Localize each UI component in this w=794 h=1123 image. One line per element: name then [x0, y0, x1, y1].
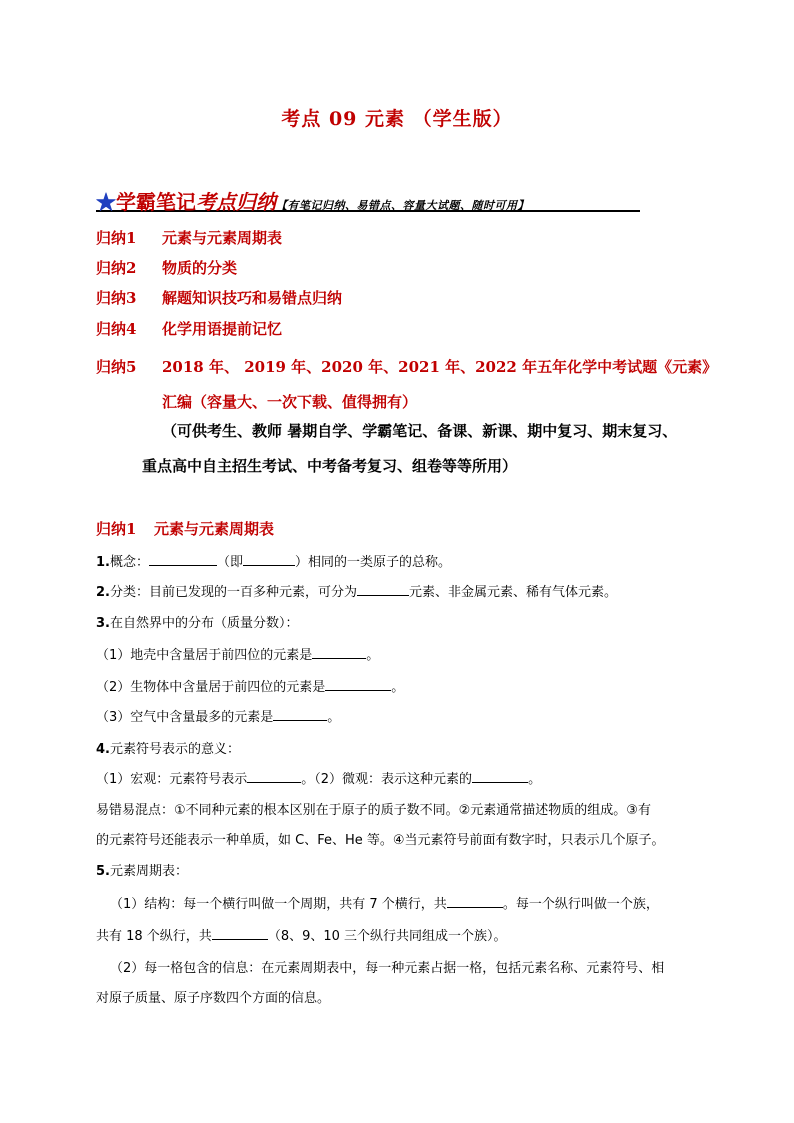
question-3-3: （3）空气中含量最多的元素是 。: [96, 710, 341, 725]
toc-item-3: 归纳3 解题知识技巧和易错点归纳: [96, 289, 343, 307]
section-heading: 归纳1 元素与元素周期表: [96, 520, 275, 538]
question-4: 4.元素符号表示的意义：: [96, 742, 240, 757]
toc-item-5-cont-2: （可供考生、教师 暑期自学、学霸笔记、备课、新课、期中复习、期末复习、: [162, 422, 678, 440]
page-title: 考点 09 元素 （学生版）: [281, 108, 513, 130]
answer-blank[interactable]: [247, 770, 301, 783]
toc-item-4: 归纳4 化学用语提前记忆: [96, 320, 283, 338]
banner-main: 学霸笔记: [116, 190, 196, 214]
toc-item-5-cont-3: 重点高中自主招生考试、中考备考复习、组卷等等所用）: [142, 457, 518, 475]
banner-italic: 考点归纳: [196, 190, 276, 214]
question-4-1: （1）宏观：元素符号表示 。（2）微观：表示这种元素的 。: [96, 772, 542, 787]
banner-note: 【有笔记归纳、易错点、容量大试题、随时可用】: [276, 199, 529, 212]
toc-item-5-cont-1: 汇编（容量大、一次下载、值得拥有）: [162, 393, 418, 411]
notes-banner: [96, 186, 640, 212]
answer-blank[interactable]: [312, 646, 366, 659]
question-3-2: （2）生物体中含量居于前四位的元素是 。: [96, 680, 405, 695]
answer-blank[interactable]: [212, 927, 268, 940]
error-note-1: 易错易混点：①不同种元素的根本区别在于原子的质子数不同。②元素通常描述物质的组成。③有: [96, 803, 651, 818]
toc-item-2: 归纳2 物质的分类: [96, 259, 238, 277]
question-5-2-cont: 对原子质量、原子序数四个方面的信息。: [96, 991, 331, 1006]
question-5-1-cont: 共有 18 个纵行，共 （8、9、10 三个纵行共同组成一个族）。: [96, 929, 507, 944]
answer-blank[interactable]: [357, 583, 409, 596]
answer-blank[interactable]: [325, 678, 391, 691]
question-1: 1.概念： （即 ）相同的一类原子的总称。: [96, 555, 452, 570]
toc-item-5: 归纳5 2018 年、 2019 年、2020 年、2021 年、2022 年五年化学中考试题《元素》: [96, 358, 718, 376]
error-note-2: 的元素符号还能表示一种单质，如 C、Fe、He 等。④当元素符号前面有数字时，只表示几个原子。: [96, 833, 665, 848]
answer-blank[interactable]: [273, 708, 327, 721]
answer-blank[interactable]: [243, 553, 295, 566]
answer-blank[interactable]: [149, 553, 217, 566]
question-3-1: （1）地壳中含量居于前四位的元素是 。: [96, 648, 380, 663]
question-3: 3.在自然界中的分布（质量分数）：: [96, 616, 299, 631]
toc-item-1: 归纳1 元素与元素周期表: [96, 229, 283, 247]
star-icon: ★: [96, 190, 116, 214]
question-5: 5.元素周期表：: [96, 864, 188, 879]
question-5-2: （2）每一格包含的信息：在元素周期表中，每一种元素占据一格，包括元素名称、元素符号、相: [110, 961, 665, 976]
answer-blank[interactable]: [447, 895, 503, 908]
question-2: 2.分类：目前已发现的一百多种元素，可分为 元素、非金属元素、稀有气体元素。: [96, 585, 618, 600]
answer-blank[interactable]: [472, 770, 528, 783]
question-5-1: （1）结构：每一个横行叫做一个周期，共有 7 个横行，共 。每一个纵行叫做一个族，: [110, 897, 659, 912]
